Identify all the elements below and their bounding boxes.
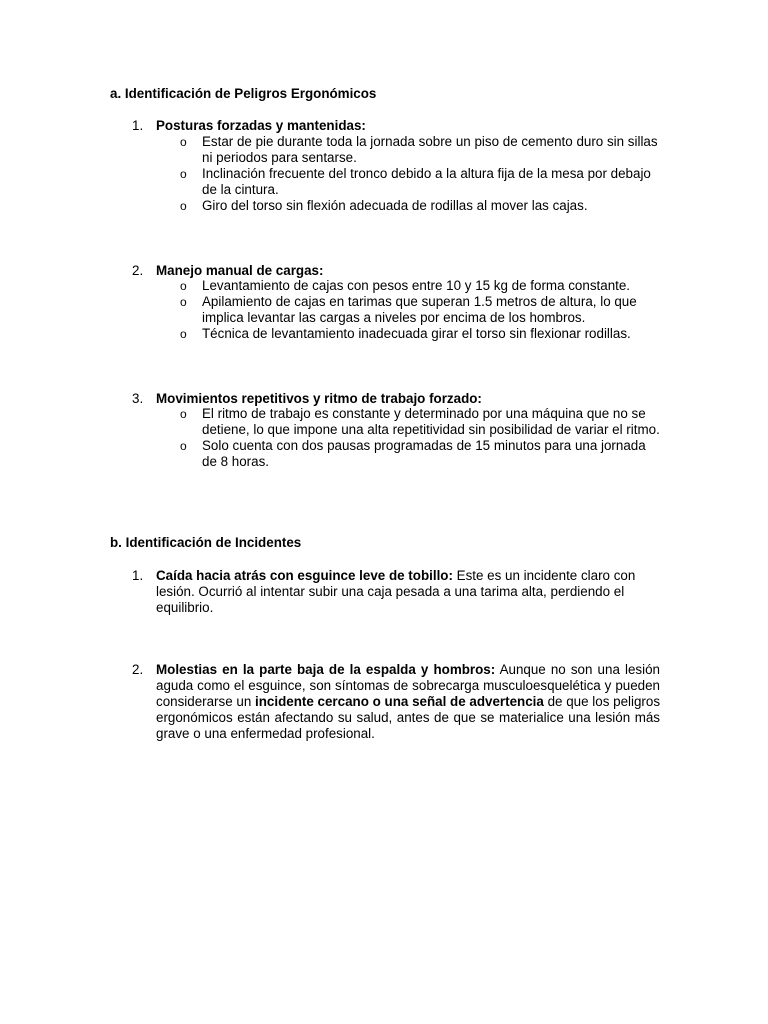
- section-b-heading: b. Identificación de Incidentes: [110, 535, 302, 550]
- item-number: 1.: [132, 568, 144, 583]
- item-title: Caída hacia atrás con esguince leve de tobillo:: [156, 568, 453, 583]
- emphasis: incidente cercano o una señal de advertencia: [255, 694, 544, 709]
- item-title: Movimientos repetitivos y ritmo de trabajo forzado:: [156, 391, 482, 406]
- item-number: 2.: [132, 263, 144, 278]
- item-number: 3.: [132, 391, 144, 406]
- list-item: o Levantamiento de cajas con pesos entre 10 y 15 kg de forma constante.: [180, 278, 631, 293]
- item-paragraph: Caída hacia atrás con esguince leve de tobillo: Este es un incidente claro con lesión. Ocurrió al intentar subir una caja pesada a una tarima alta, perdiendo el equilibrio.: [156, 568, 636, 615]
- bullet-icon: o: [180, 439, 187, 453]
- list-item: o Inclinación frecuente del tronco debido a la altura fija de la mesa por debajo de la cintura.: [180, 166, 651, 197]
- item-number: 2.: [132, 662, 144, 677]
- section-a-item-3-bullets: [178, 406, 662, 470]
- list-item: o Solo cuenta con dos pausas programadas de 15 minutos para una jornada de 8 horas.: [180, 438, 646, 469]
- list-item: o Giro del torso sin flexión adecuada de rodillas al mover las cajas.: [180, 198, 588, 213]
- bullet-icon: o: [180, 167, 187, 181]
- bullet-icon: o: [180, 295, 187, 309]
- section-a-item-1-bullets: [178, 134, 662, 214]
- item-title: Posturas forzadas y mantenidas:: [156, 118, 366, 133]
- bullet-icon: o: [180, 327, 187, 341]
- list-item: o Técnica de levantamiento inadecuada girar el torso sin flexionar rodillas.: [180, 326, 631, 341]
- section-a-item-2-bullets: [178, 278, 662, 342]
- bullet-icon: o: [180, 135, 187, 149]
- item-title: Manejo manual de cargas:: [156, 263, 324, 278]
- list-item: o Apilamiento de cajas en tarimas que superan 1.5 metros de altura, lo que implica levantar las cargas a niveles por encima de los hombros.: [180, 294, 637, 325]
- item-number: 1.: [132, 118, 144, 133]
- section-a-heading: a. Identificación de Peligros Ergonómicos: [110, 86, 377, 101]
- list-item: o Estar de pie durante toda la jornada sobre un piso de cemento duro sin sillas ni periodos para sentarse.: [180, 134, 658, 165]
- bullet-icon: o: [180, 199, 187, 213]
- item-title: Molestias en la parte baja de la espalda y hombros:: [156, 662, 496, 677]
- bullet-icon: o: [180, 279, 187, 293]
- item-paragraph: Molestias en la parte baja de la espalda y hombros: Aunque no son una lesión aguda como el esguince, son síntomas de sobrecarga musculoesquelética y pueden considerarse un incidente cercano o una señal de advertencia de que los peligros ergonómicos están afectando su salud, antes de que se materialice una lesión más grave o una enfermedad profesional.: [156, 662, 661, 741]
- bullet-icon: o: [180, 407, 187, 421]
- list-item: o El ritmo de trabajo es constante y determinado por una máquina que no se detiene, lo que impone una alta repetitividad sin posibilidad de variar el ritmo.: [180, 406, 660, 437]
